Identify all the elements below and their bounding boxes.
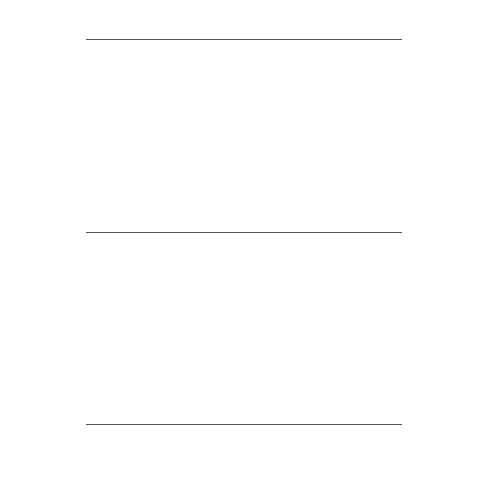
- chapter-divider: [86, 39, 402, 40]
- chapter-divider: [86, 232, 402, 233]
- chapter-divider: [86, 424, 402, 425]
